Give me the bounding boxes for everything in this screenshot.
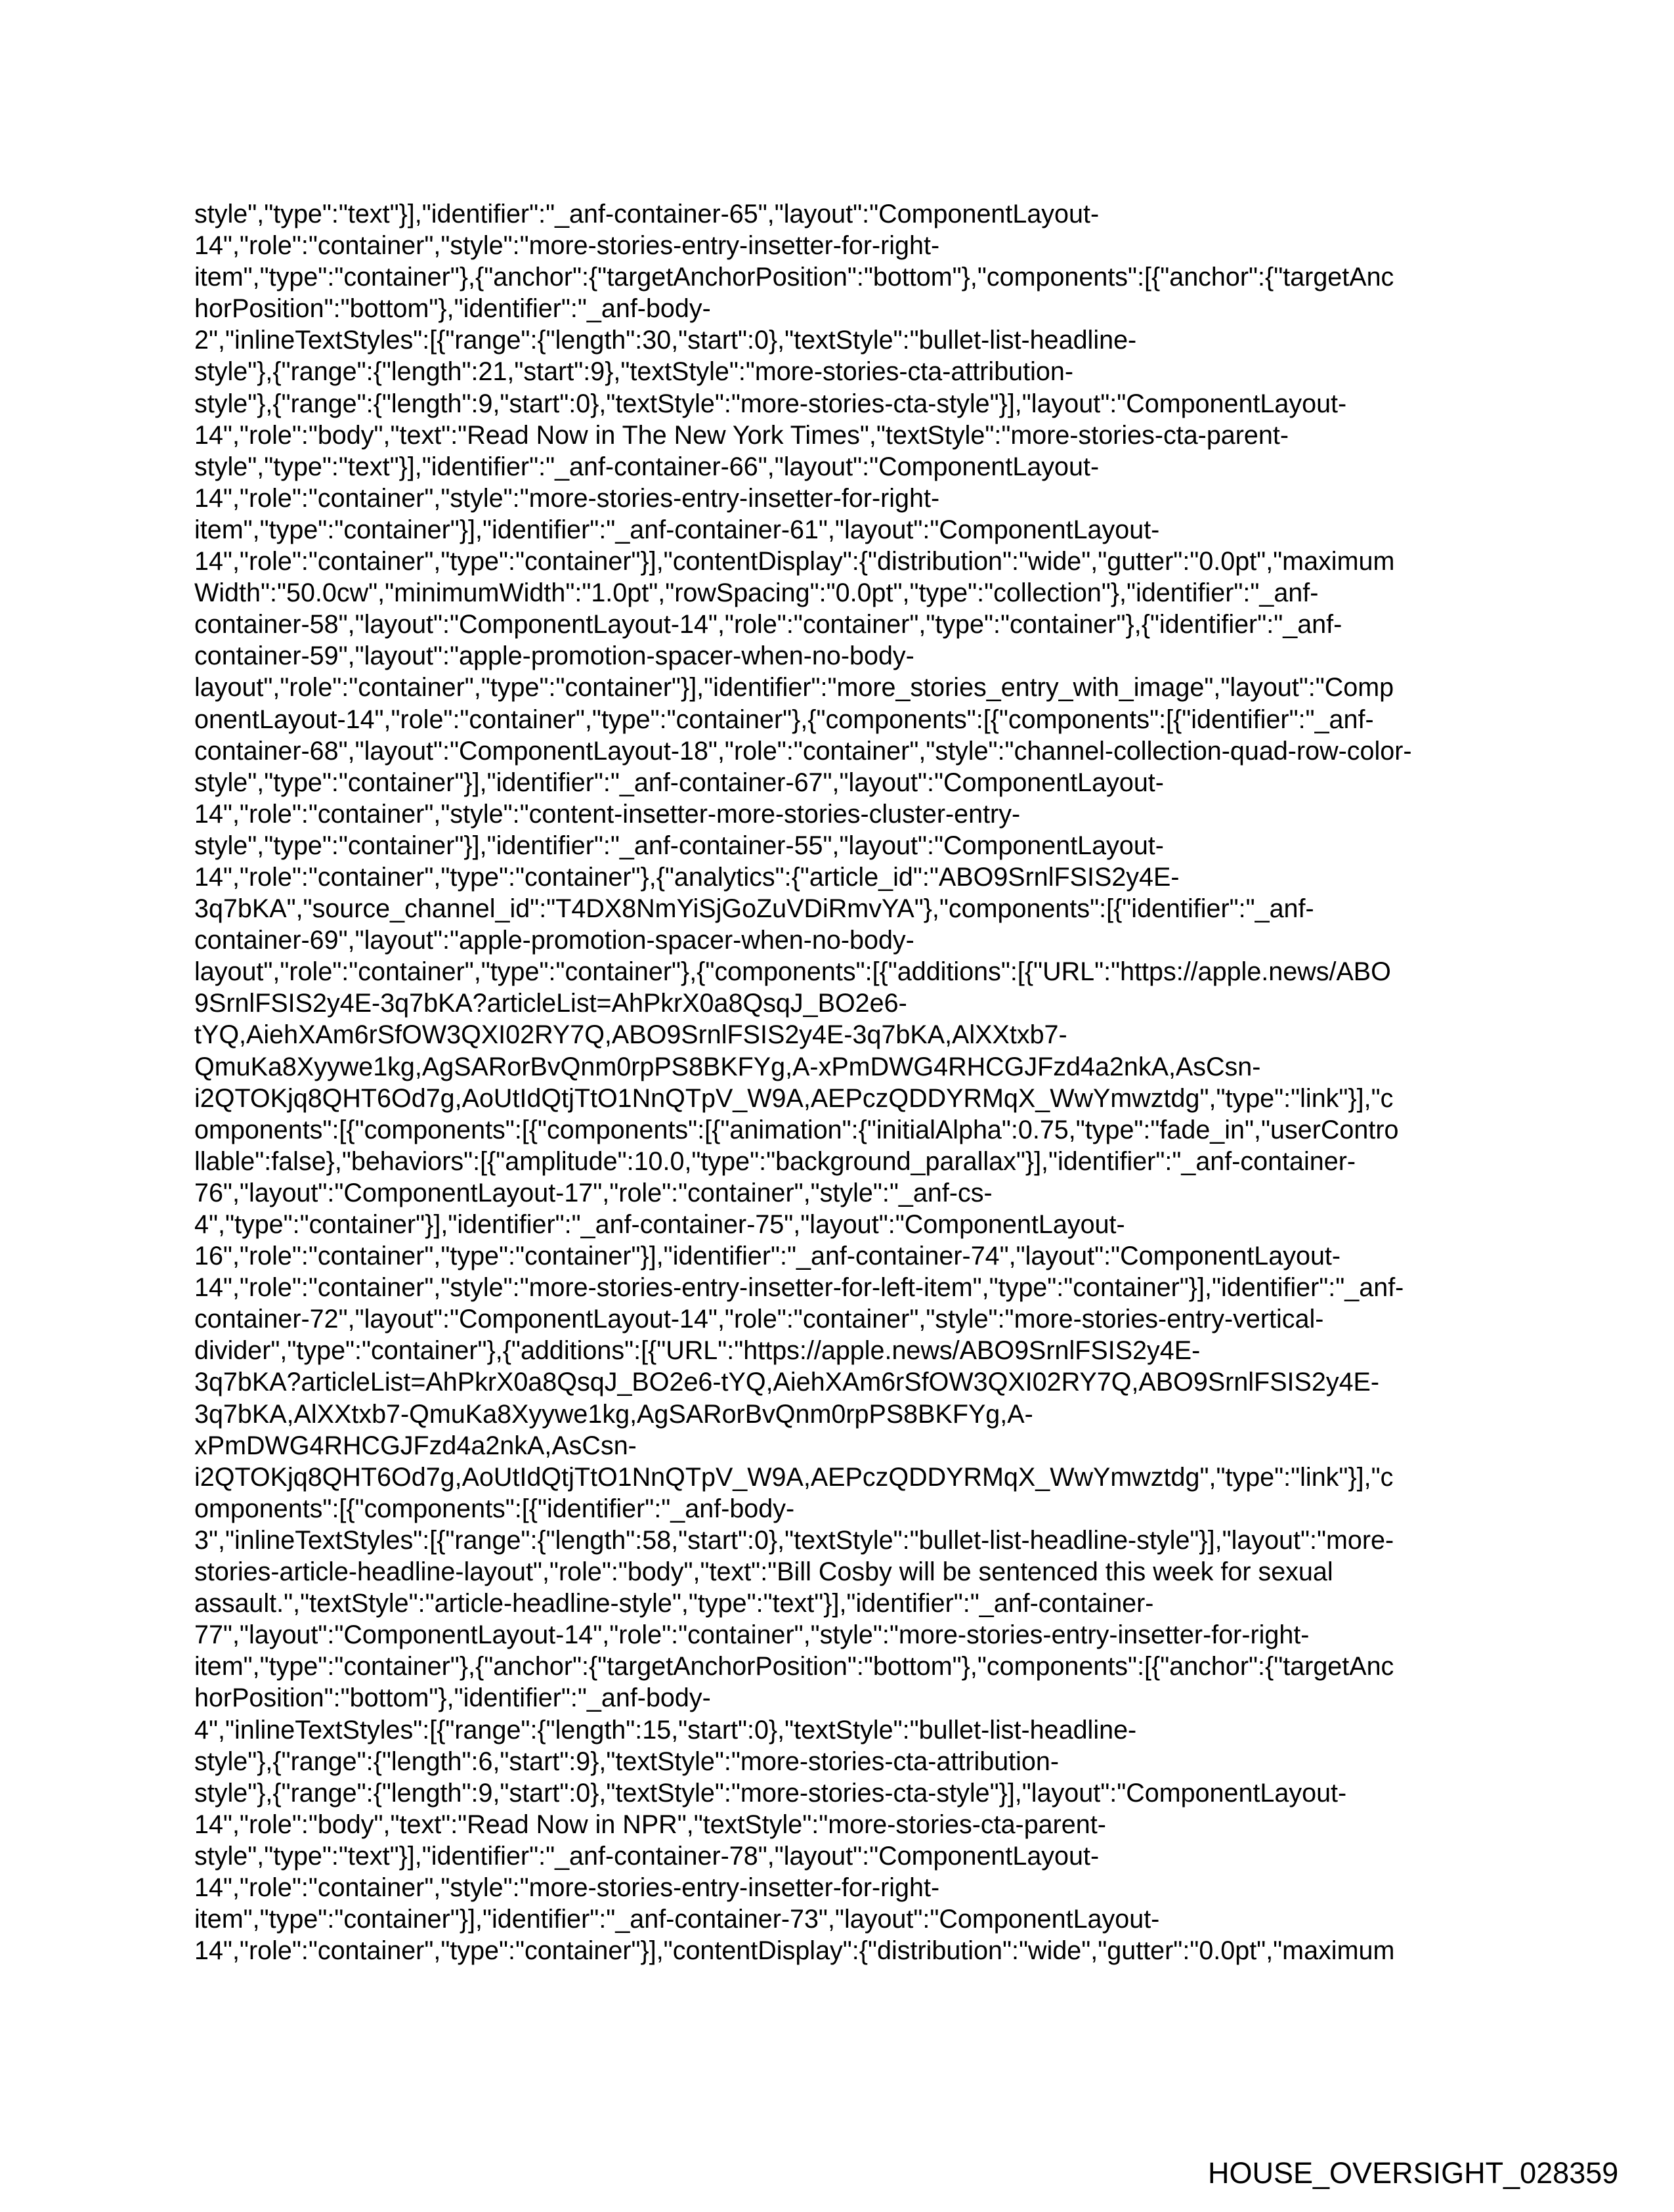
text-line: style","type":"text"}],"identifier":"_anf-container-65","layout":"ComponentLayout-	[194, 200, 1100, 228]
text-line: 4","inlineTextStyles":[{"range":{"length":15,"start":0},"textStyle":"bullet-list-headline-	[194, 1715, 1137, 1745]
text-line: layout","role":"container","type":"container"},{"components":[{"additions":[{"URL":"https://apple.news/ABO	[194, 957, 1391, 987]
text-line: 14","role":"container","style":"more-stories-entry-insetter-for-right-	[194, 483, 940, 513]
text-line: omponents":[{"components":[{"identifier":"_anf-body-	[194, 1494, 795, 1523]
bates-number: HOUSE_OVERSIGHT_028359	[1208, 2156, 1619, 2190]
text-line: item","type":"container"},{"anchor":{"targetAnchorPosition":"bottom"},"components":[{"anchor":{"targetAnc	[194, 263, 1394, 292]
text-line: style","type":"text"}],"identifier":"_anf-container-66","layout":"ComponentLayout-	[194, 452, 1100, 481]
text-line: 3","inlineTextStyles":[{"range":{"length":58,"start":0},"textStyle":"bullet-list-headline-style"}],"layout":"more-	[194, 1525, 1394, 1555]
text-line: horPosition":"bottom"},"identifier":"_anf-body-	[194, 294, 711, 324]
text-line: 9SrnlFSIS2y4E-3q7bKA?articleList=AhPkrX0a8QsqJ_BO2e6-	[194, 989, 907, 1018]
text-line: style","type":"container"}],"identifier":"_anf-container-67","layout":"ComponentLayout-	[194, 768, 1164, 797]
text-line: Width":"50.0cw","minimumWidth":"1.0pt","rowSpacing":"0.0pt","type":"collection"},"identifier":"_anf-	[194, 578, 1319, 608]
text-line: stories-article-headline-layout","role":"body","text":"Bill Cosby will be sentenced this week for sexual	[194, 1557, 1333, 1587]
document-body-text	[194, 198, 1494, 1966]
text-line: style","type":"text"}],"identifier":"_anf-container-78","layout":"ComponentLayout-	[194, 1841, 1100, 1871]
text-line: 14","role":"container","style":"more-stories-entry-insetter-for-right-	[194, 1873, 940, 1902]
text-line: container-58","layout":"ComponentLayout-14","role":"container","type":"container"},{"identifier":"_anf-	[194, 610, 1342, 640]
text-line: item","type":"container"}],"identifier":"_anf-container-73","layout":"ComponentLayout-	[194, 1905, 1160, 1934]
text-line: item","type":"container"}],"identifier":"_anf-container-61","layout":"ComponentLayout-	[194, 515, 1160, 544]
text-line: 14","role":"container","style":"more-stories-entry-insetter-for-left-item","type":"container"}],"identifier":"_anf-	[194, 1273, 1404, 1303]
text-line: 14","role":"container","style":"more-stories-entry-insetter-for-right-	[194, 231, 940, 261]
text-line: 14","role":"body","text":"Read Now in NPR","textStyle":"more-stories-cta-parent-	[194, 1810, 1106, 1839]
text-line: i2QTOKjq8QHT6Od7g,AoUtIdQtjTtO1NnQTpV_W9A,AEPczQDDYRMqX_WwYmwztdg","type":"link"}],"c	[194, 1462, 1394, 1492]
text-line: i2QTOKjq8QHT6Od7g,AoUtIdQtjTtO1NnQTpV_W9A,AEPczQDDYRMqX_WwYmwztdg","type":"link"}],"c	[194, 1083, 1394, 1113]
text-line: horPosition":"bottom"},"identifier":"_anf-body-	[194, 1683, 711, 1713]
text-line: style"},{"range":{"length":9,"start":0},"textStyle":"more-stories-cta-style"}],"layout":"ComponentLayout-	[194, 389, 1347, 418]
text-line: layout","role":"container","type":"container"}],"identifier":"more_stories_entry_with_image","layout":"Comp	[194, 673, 1394, 703]
text-line: 76","layout":"ComponentLayout-17","role":"container","style":"_anf-cs-	[194, 1178, 993, 1207]
text-line: 14","role":"container","style":"content-insetter-more-stories-cluster-entry-	[194, 799, 1021, 829]
text-line: style"},{"range":{"length":9,"start":0},"textStyle":"more-stories-cta-style"}],"layout":"ComponentLayout-	[194, 1778, 1347, 1808]
text-line: container-72","layout":"ComponentLayout-14","role":"container","style":"more-stories-entry-vertical-	[194, 1305, 1324, 1334]
text-line: style"},{"range":{"length":6,"start":9},"textStyle":"more-stories-cta-attribution-	[194, 1746, 1060, 1776]
text-line: style"},{"range":{"length":21,"start":9},"textStyle":"more-stories-cta-attribution-	[194, 357, 1073, 387]
text-line: 14","role":"body","text":"Read Now in The New York Times","textStyle":"more-stories-cta-parent-	[194, 420, 1289, 450]
text-line: item","type":"container"},{"anchor":{"targetAnchorPosition":"bottom"},"components":[{"anchor":{"targetAnc	[194, 1652, 1394, 1681]
text-line: 3q7bKA","source_channel_id":"T4DX8NmYiSjGoZuVDiRmvYA"},"components":[{"identifier":"_anf-	[194, 894, 1314, 924]
text-line: 3q7bKA,AlXXtxb7-QmuKa8Xyywe1kg,AgSARorBvQnm0rpPS8BKFYg,A-	[194, 1399, 1033, 1429]
text-line: QmuKa8Xyywe1kg,AgSARorBvQnm0rpPS8BKFYg,A-xPmDWG4RHCGJFzd4a2nkA,AsCsn-	[194, 1052, 1261, 1081]
text-line: divider","type":"container"},{"additions":[{"URL":"https://apple.news/ABO9SrnlFSIS2y4E-	[194, 1336, 1201, 1366]
text-line: assault.","textStyle":"article-headline-style","type":"text"}],"identifier":"_anf-container-	[194, 1589, 1154, 1618]
text-line: onentLayout-14","role":"container","type":"container"},{"components":[{"components":[{"identifier":"_anf-	[194, 705, 1374, 734]
text-line: tYQ,AiehXAm6rSfOW3QXI02RY7Q,ABO9SrnlFSIS2y4E-3q7bKA,AlXXtxb7-	[194, 1020, 1067, 1050]
text-line: 2","inlineTextStyles":[{"range":{"length":30,"start":0},"textStyle":"bullet-list-headline-	[194, 326, 1137, 355]
text-line: 16","role":"container","type":"container"}],"identifier":"_anf-container-74","layout":"ComponentLayout-	[194, 1242, 1341, 1271]
text-line: llable":false},"behaviors":[{"amplitude":10.0,"type":"background_parallax"}],"identifier":"_anf-container-	[194, 1146, 1356, 1176]
text-line: 14","role":"container","type":"container"}],"contentDisplay":{"distribution":"wide","gutter":"0.0pt","maximum	[194, 1936, 1395, 1966]
text-line: 4","type":"container"}],"identifier":"_anf-container-75","layout":"ComponentLayout-	[194, 1210, 1125, 1239]
text-line: style","type":"container"}],"identifier":"_anf-container-55","layout":"ComponentLayout-	[194, 831, 1164, 860]
text-line: omponents":[{"components":[{"components":[{"animation":{"initialAlpha":0.75,"type":"fade_in","userContro	[194, 1115, 1399, 1144]
text-line: 14","role":"container","type":"container"},{"analytics":{"article_id":"ABO9SrnlFSIS2y4E-	[194, 862, 1180, 892]
text-line: 14","role":"container","type":"container"}],"contentDisplay":{"distribution":"wide","gutter":"0.0pt","maximum	[194, 547, 1395, 576]
text-line: container-69","layout":"apple-promotion-spacer-when-no-body-	[194, 926, 914, 955]
text-line: 3q7bKA?articleList=AhPkrX0a8QsqJ_BO2e6-tYQ,AiehXAm6rSfOW3QXI02RY7Q,ABO9SrnlFSIS2y4E-	[194, 1368, 1380, 1397]
text-line: 77","layout":"ComponentLayout-14","role":"container","style":"more-stories-entry-insetter-for-right-	[194, 1620, 1310, 1650]
text-line: xPmDWG4RHCGJFzd4a2nkA,AsCsn-	[194, 1431, 637, 1460]
text-line: container-59","layout":"apple-promotion-spacer-when-no-body-	[194, 641, 914, 671]
text-line: container-68","layout":"ComponentLayout-18","role":"container","style":"channel-collection-quad-row-color-	[194, 736, 1412, 766]
